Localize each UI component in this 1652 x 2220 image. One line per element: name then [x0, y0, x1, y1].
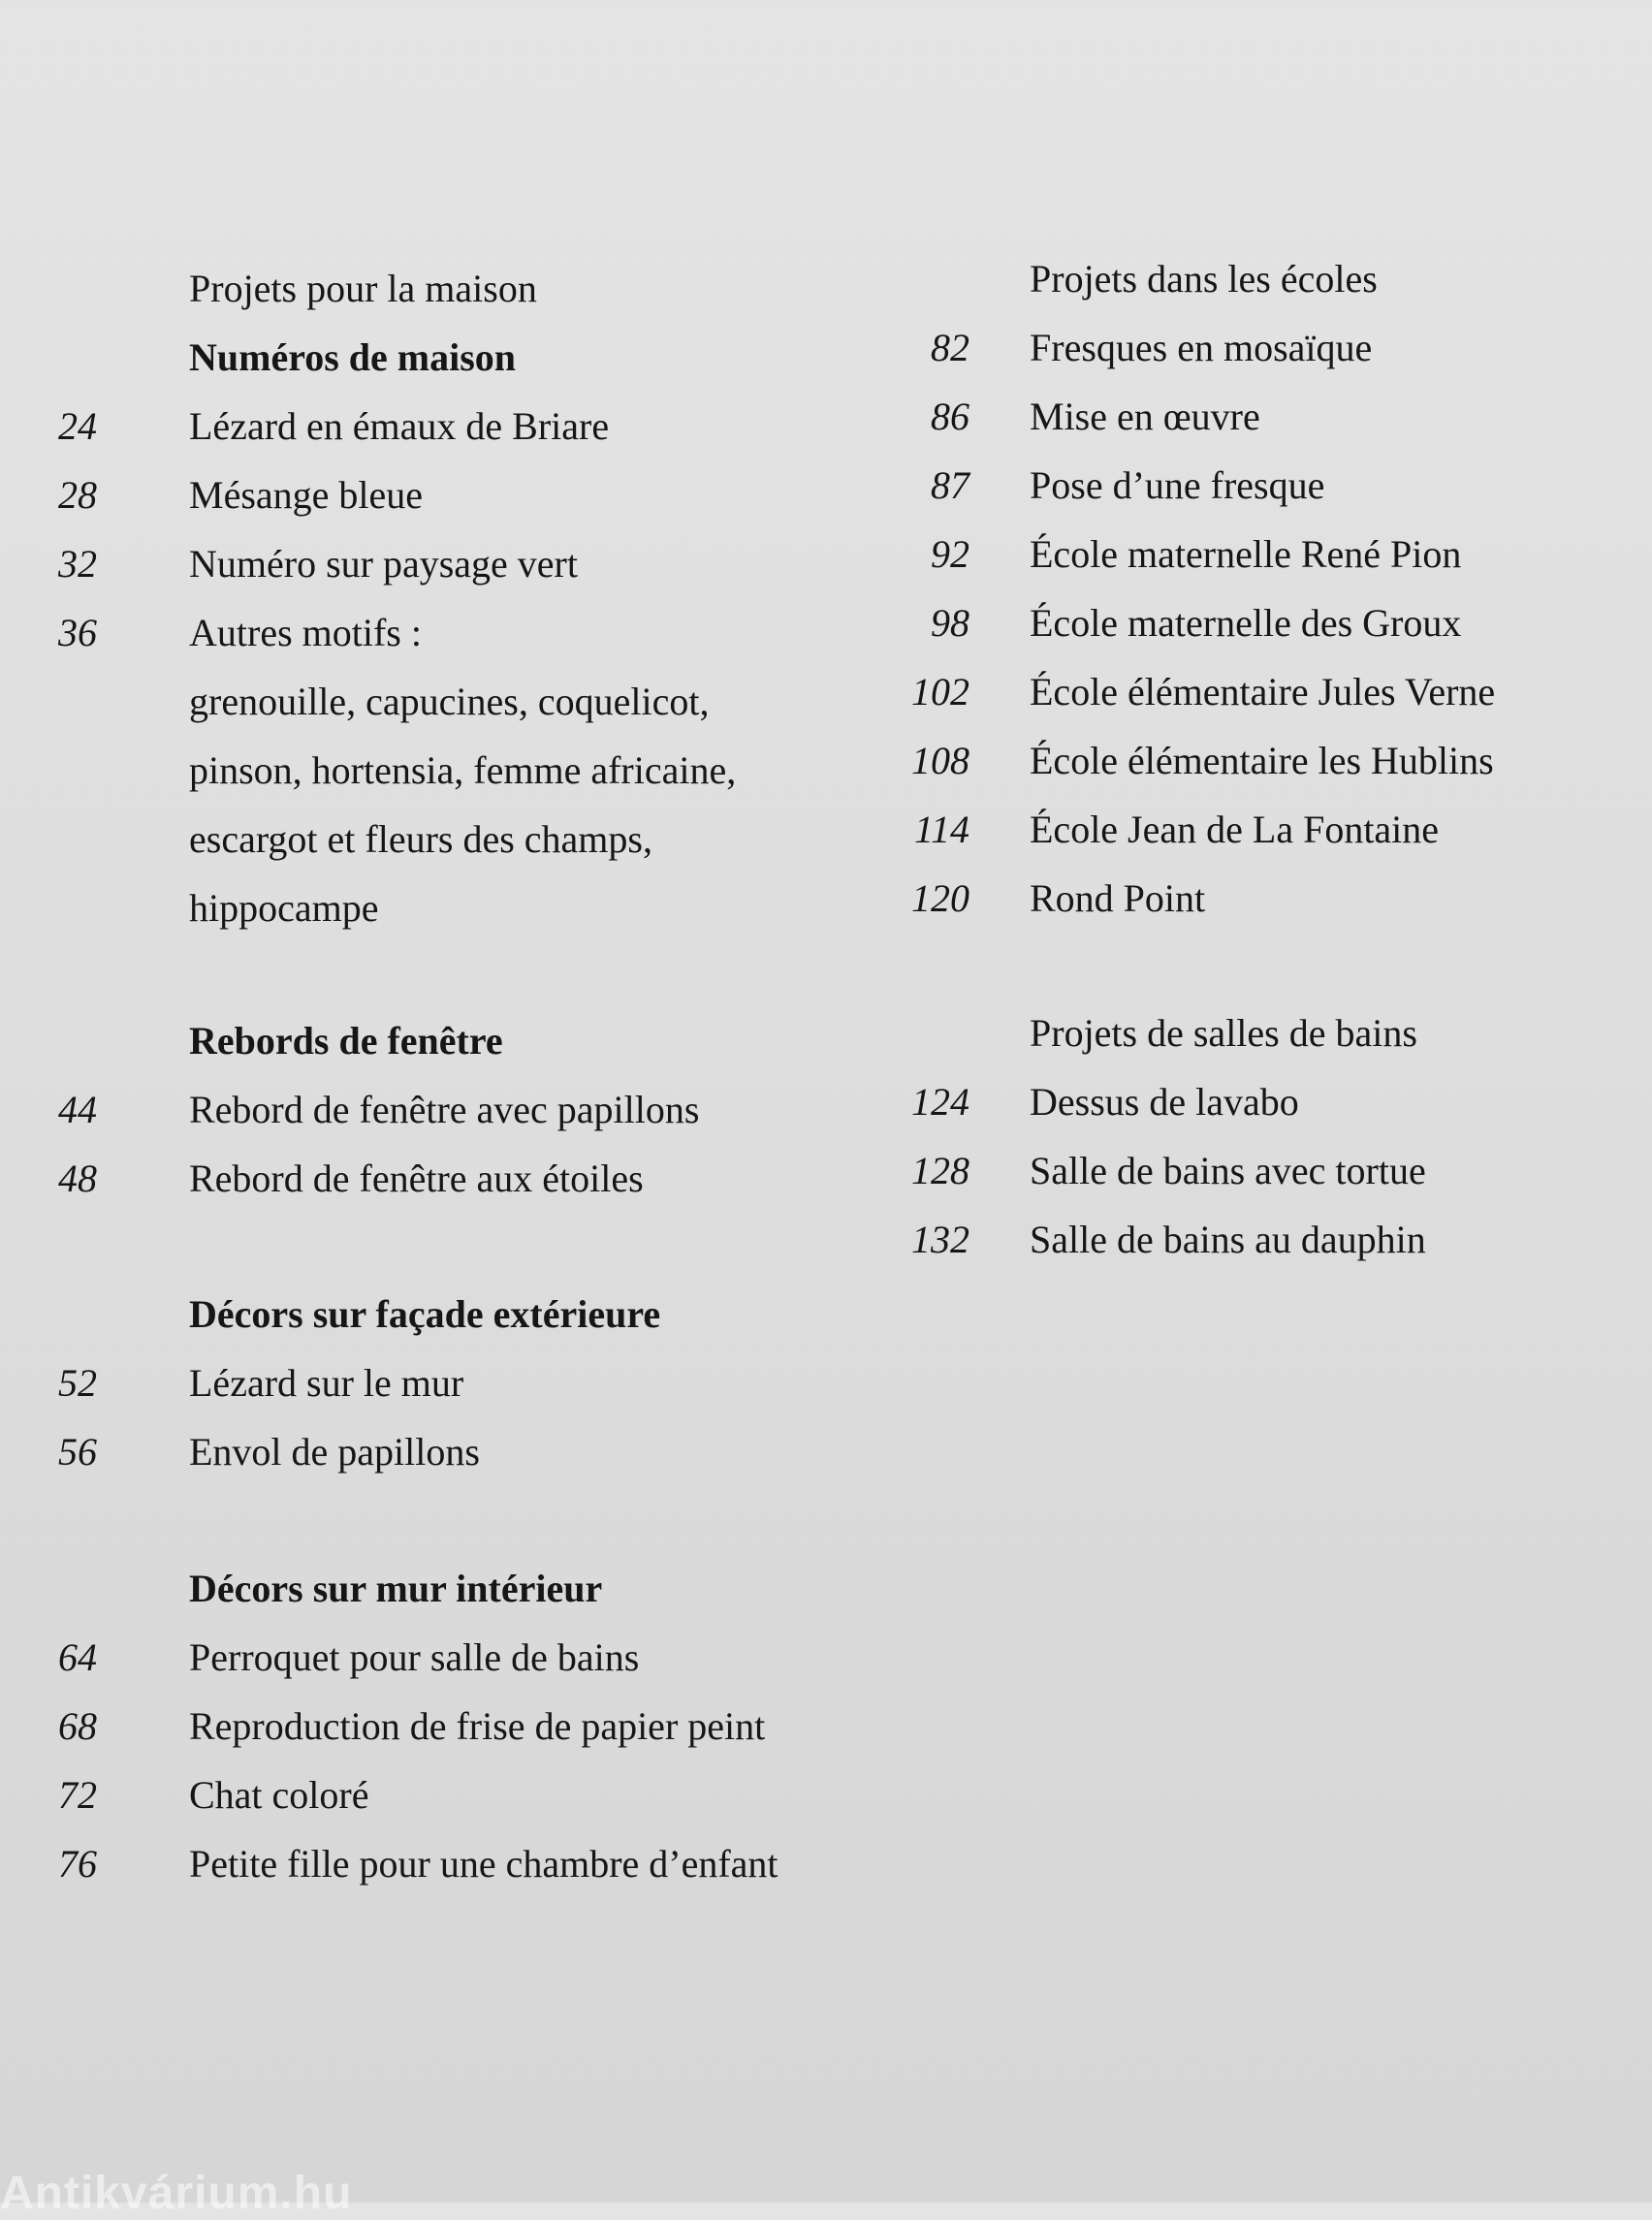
entry-title: pinson, hortensia, femme africaine, — [189, 748, 737, 792]
toc-entry[interactable] — [892, 451, 1609, 520]
entry-title: hippocampe — [189, 886, 379, 930]
entry-title: Perroquet pour salle de bains — [189, 1635, 640, 1679]
page-number: 102 — [911, 670, 969, 714]
page-number: 48 — [58, 1157, 97, 1200]
watermark: Antikvárium.hu — [0, 2168, 353, 2219]
toc-entry[interactable] — [58, 1623, 911, 1692]
toc-entry[interactable] — [58, 1692, 911, 1760]
page-number: 132 — [911, 1218, 969, 1261]
entry-title: Mise en œuvre — [1030, 395, 1260, 438]
entry-title: Chat coloré — [189, 1773, 369, 1817]
toc-entry[interactable] — [58, 392, 911, 460]
entry-title: École élémentaire Jules Verne — [1030, 670, 1496, 714]
toc-section-window-sills — [58, 1006, 911, 1213]
page-number: 28 — [58, 473, 97, 517]
toc-entry[interactable] — [892, 1067, 1609, 1136]
page-number: 124 — [911, 1080, 969, 1124]
entry-title: Salle de bains avec tortue — [1030, 1149, 1426, 1192]
page-number: 108 — [911, 739, 969, 782]
entry-title: Mésange bleue — [189, 473, 424, 517]
section-heading — [58, 323, 911, 392]
entry-title: escargot et fleurs des champs, — [189, 817, 652, 861]
toc-entry[interactable] — [892, 726, 1609, 795]
page-number: 56 — [58, 1430, 97, 1474]
page-number: 24 — [58, 404, 97, 448]
entry-title: Envol de papillons — [189, 1430, 480, 1474]
page-number: 52 — [58, 1361, 97, 1405]
page-number: 120 — [911, 876, 969, 920]
entry-title: École maternelle des Groux — [1030, 601, 1462, 645]
toc-entry[interactable] — [892, 313, 1609, 382]
section-heading-text: Décors sur mur intérieur — [189, 1567, 603, 1610]
page-number: 32 — [58, 542, 97, 586]
section-heading — [892, 244, 1609, 313]
toc-entry[interactable] — [892, 520, 1609, 588]
toc-entry-continuation — [58, 873, 911, 942]
entry-title: Lézard sur le mur — [189, 1361, 464, 1405]
toc-section-interior-wall — [58, 1554, 911, 1898]
page-number: 86 — [931, 395, 969, 438]
page-number: 76 — [58, 1842, 97, 1886]
page-number: 82 — [931, 326, 969, 369]
section-heading — [892, 999, 1609, 1067]
section-heading — [58, 1554, 911, 1623]
toc-entry[interactable] — [892, 657, 1609, 726]
toc-entry[interactable] — [892, 1205, 1609, 1274]
section-heading-text: Rebords de fenêtre — [189, 1019, 503, 1062]
page-number: 92 — [931, 532, 969, 576]
toc-entry[interactable] — [58, 1829, 911, 1898]
entry-title: Salle de bains au dauphin — [1030, 1218, 1426, 1261]
entry-title: École Jean de La Fontaine — [1030, 808, 1440, 851]
section-heading — [58, 1006, 911, 1075]
toc-entry-continuation — [58, 736, 911, 805]
toc-entry[interactable] — [58, 598, 911, 667]
page-number: 64 — [58, 1635, 97, 1679]
entry-title: École maternelle René Pion — [1030, 532, 1462, 576]
toc-entry[interactable] — [892, 864, 1609, 933]
section-heading — [58, 1280, 911, 1348]
toc-entry-continuation — [58, 667, 911, 736]
entry-title: Reproduction de frise de papier peint — [189, 1704, 766, 1748]
page-number: 68 — [58, 1704, 97, 1748]
entry-title: Numéro sur paysage vert — [189, 542, 578, 586]
toc-entry[interactable] — [58, 460, 911, 529]
toc-section-exterior-facade — [58, 1280, 911, 1486]
page-number: 72 — [58, 1773, 97, 1817]
toc-entry[interactable] — [892, 1136, 1609, 1205]
toc-section-house-numbers — [58, 323, 911, 942]
toc-entry[interactable] — [58, 1760, 911, 1829]
entry-title: Fresques en mosaïque — [1030, 326, 1373, 369]
toc-entry[interactable] — [892, 382, 1609, 451]
toc-entry[interactable] — [58, 529, 911, 598]
entry-title: Autres motifs : — [189, 611, 422, 654]
section-heading-text: Projets dans les écoles — [1030, 257, 1378, 301]
toc-entry[interactable] — [58, 1417, 911, 1486]
entry-title: Rond Point — [1030, 876, 1206, 920]
page-number: 114 — [913, 808, 969, 851]
section-heading-text: Numéros de maison — [189, 335, 517, 379]
entry-title: Lézard en émaux de Briare — [189, 404, 610, 448]
page-number: 36 — [58, 611, 97, 654]
page-number: 98 — [931, 601, 969, 645]
page-number: 44 — [58, 1088, 97, 1131]
entry-title: Petite fille pour une chambre d’enfant — [189, 1842, 778, 1886]
toc-entry[interactable] — [58, 1144, 911, 1213]
entry-title: Rebord de fenêtre aux étoiles — [189, 1157, 644, 1200]
toc-section-bathroom-projects — [892, 999, 1609, 1274]
entry-title: Rebord de fenêtre avec papillons — [189, 1088, 700, 1131]
toc-entry[interactable] — [892, 795, 1609, 864]
entry-title: École élémentaire les Hublins — [1030, 739, 1494, 782]
page-number: 87 — [931, 463, 969, 507]
toc-entry-continuation — [58, 805, 911, 873]
toc-entry[interactable] — [58, 1075, 911, 1144]
section-heading-text: Décors sur façade extérieure — [189, 1292, 661, 1336]
toc-section-school-projects — [892, 244, 1609, 933]
entry-title: Pose d’une fresque — [1030, 463, 1325, 507]
toc-entry[interactable] — [892, 588, 1609, 657]
section-heading — [58, 254, 911, 323]
section-heading-text: Projets pour la maison — [189, 267, 537, 310]
entry-title: grenouille, capucines, coquelicot, — [189, 680, 710, 723]
entry-title: Dessus de lavabo — [1030, 1080, 1299, 1124]
section-heading-text: Projets de salles de bains — [1030, 1011, 1417, 1055]
page-number: 128 — [911, 1149, 969, 1192]
toc-entry[interactable] — [58, 1348, 911, 1417]
toc-section-house-projects — [58, 254, 911, 323]
